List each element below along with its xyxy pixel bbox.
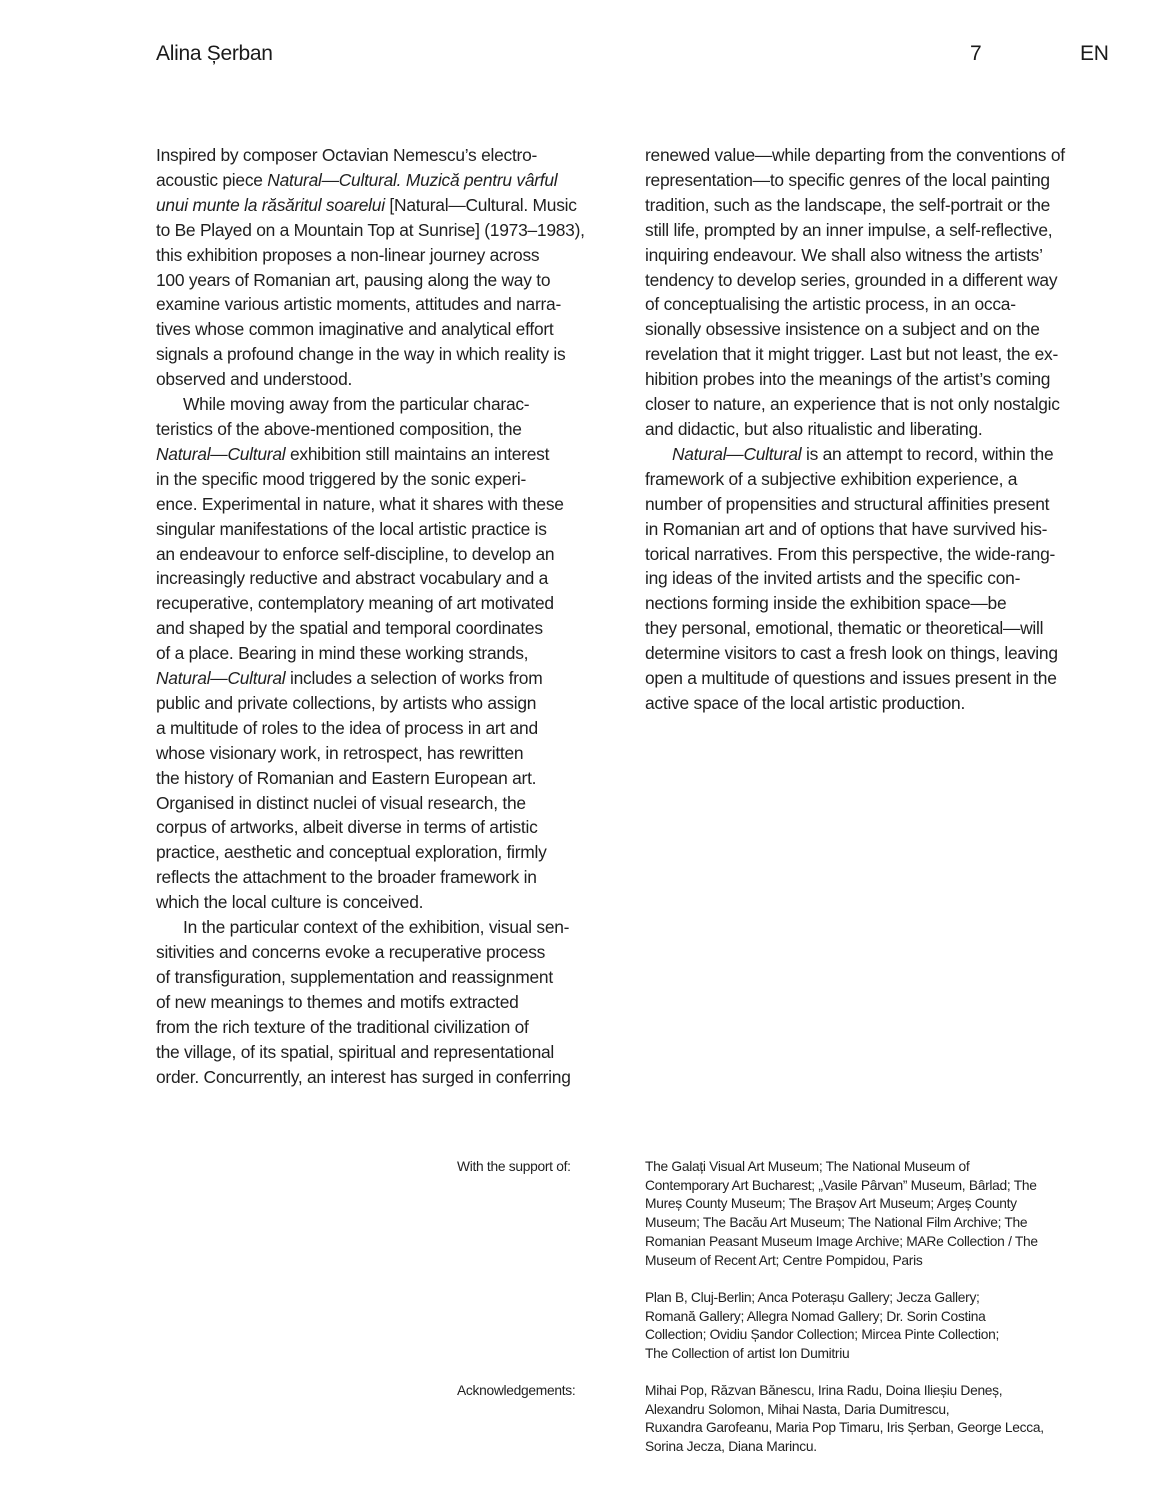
credit-line: Romană Gallery; Allegra Nomad Gallery; Dr. Sorin Costina — [645, 1308, 986, 1324]
text-line — [156, 417, 631, 442]
text-segment: corpus of artworks, albeit diverse in terms of artistic — [156, 817, 538, 838]
text-line — [156, 791, 631, 816]
text-segment: is an attempt to record, within the — [801, 443, 1054, 464]
text-line — [645, 417, 1115, 442]
credit-line: Mureș County Museum; The Brașov Art Museum; Argeș County — [645, 1196, 1017, 1212]
text-segment: ence. Experimental in nature, what it shares with these — [156, 493, 564, 514]
text-line — [156, 716, 631, 741]
text-segment: number of propensities and structural affinities present — [645, 493, 1050, 514]
text-line — [156, 1040, 631, 1065]
text-line — [645, 392, 1115, 417]
credit-line: The Collection of artist Ion Dumitriu — [645, 1346, 850, 1362]
text-segment: representation—to specific genres of the local painting — [645, 169, 1050, 190]
author-name: Alina Șerban — [156, 42, 273, 65]
text-segment: and didactic, but also ritualistic and liberating. — [645, 418, 983, 439]
text-line — [156, 666, 631, 691]
text-line — [156, 292, 631, 317]
text-segment: exhibition still maintains an interest — [285, 443, 550, 464]
text-line — [156, 691, 631, 716]
text-line — [645, 342, 1115, 367]
text-line — [645, 367, 1115, 392]
text-line — [156, 641, 631, 666]
text-segment: ing ideas of the invited artists and the specific con- — [645, 568, 1021, 589]
text-segment: increasingly reductive and abstract vocabulary and a — [156, 568, 549, 589]
italic-title-text: Natural—Cultural — [156, 668, 286, 689]
text-segment: and shaped by the spatial and temporal coordinates — [156, 618, 543, 639]
text-segment: open a multitude of questions and issues present in the — [645, 668, 1057, 689]
text-segment: reflects the attachment to the broader framework in — [156, 867, 537, 888]
text-line — [156, 815, 631, 840]
text-line — [156, 965, 631, 990]
text-segment: tradition, such as the landscape, the self-portrait or the — [645, 194, 1051, 215]
text-line — [645, 317, 1115, 342]
text-line — [156, 766, 631, 791]
text-segment: determine visitors to cast a fresh look on things, leaving — [645, 643, 1058, 664]
text-line — [156, 990, 631, 1015]
italic-title-text: Natural—Cultural — [672, 443, 802, 464]
credit-line: Mihai Pop, Răzvan Bănescu, Irina Radu, Doina Ilieșiu Deneș, — [645, 1383, 1003, 1398]
text-segment: signals a profound change in the way in which reality is — [156, 344, 566, 365]
support-museums-list — [645, 1158, 1115, 1270]
text-line — [156, 492, 631, 517]
text-line — [156, 467, 631, 492]
text-segment: While moving away from the particular charac- — [183, 394, 530, 415]
text-segment: they personal, emotional, thematic or theoretical—will — [645, 618, 1044, 639]
text-line — [645, 467, 1115, 492]
acknowledgements-list — [645, 1382, 1115, 1457]
text-segment: a multitude of roles to the idea of process in art and — [156, 717, 538, 738]
text-segment: renewed value—while departing from the conventions of — [645, 145, 1065, 165]
text-line — [156, 566, 631, 591]
text-segment: In the particular context of the exhibition, visual sen- — [183, 917, 570, 938]
text-segment: practice, aesthetic and conceptual exploration, firmly — [156, 842, 547, 863]
text-segment: revelation that it might trigger. Last but not least, the ex- — [645, 344, 1058, 365]
text-segment: the village, of its spatial, spiritual and representational — [156, 1041, 555, 1062]
credit-line: Collection; Ovidiu Șandor Collection; Mircea Pinte Collection; — [645, 1327, 1000, 1343]
text-segment: Inspired by composer Octavian Nemescu’s electro- — [156, 145, 538, 165]
text-line — [645, 243, 1115, 268]
text-segment: examine various artistic moments, attitudes and narra- — [156, 294, 562, 315]
page-number: 7 — [970, 42, 982, 65]
text-segment: teristics of the above-mentioned composition, the — [156, 418, 522, 439]
text-segment: still life, prompted by an inner impulse, a self-reflective, — [645, 219, 1053, 240]
text-line — [156, 143, 631, 168]
credit-line: Plan B, Cluj-Berlin; Anca Poterașu Gallery; Jecza Gallery; — [645, 1290, 980, 1305]
credit-line: The Galați Visual Art Museum; The National Museum of — [645, 1159, 970, 1174]
text-line — [645, 517, 1115, 542]
text-line — [156, 616, 631, 641]
text-line — [645, 666, 1115, 691]
text-line — [645, 566, 1115, 591]
acknowledgements-label: Acknowledgements: — [457, 1383, 576, 1398]
text-segment: this exhibition proposes a non-linear journey across — [156, 244, 540, 265]
text-segment: observed and understood. — [156, 369, 353, 390]
text-line — [156, 168, 631, 193]
text-line — [156, 367, 631, 392]
text-segment: closer to nature, an experience that is not only nostalgic — [645, 394, 1060, 415]
credit-line: Alexandru Solomon, Mihai Nasta, Daria Dumitrescu, — [645, 1401, 950, 1417]
text-segment: nections forming inside the exhibition space—be — [645, 593, 1007, 614]
text-line — [156, 1015, 631, 1040]
text-segment: torical narratives. From this perspective, the wide-rang- — [645, 543, 1056, 564]
credit-line: Sorina Jecza, Diana Marincu. — [645, 1439, 817, 1455]
text-segment: framework of a subjective exhibition experience, a — [645, 468, 1018, 489]
text-line — [156, 317, 631, 342]
credit-line: Romanian Peasant Museum Image Archive; MARe Collection / The — [645, 1233, 1038, 1249]
text-line — [156, 591, 631, 616]
text-segment: acoustic piece — [156, 169, 268, 190]
text-segment: an endeavour to enforce self-discipline, to develop an — [156, 543, 555, 564]
credit-line: Museum; The Bacău Art Museum; The National Film Archive; The — [645, 1215, 1028, 1231]
text-line — [156, 392, 631, 417]
text-line — [645, 268, 1115, 293]
text-segment: includes a selection of works from — [285, 668, 543, 689]
text-line — [645, 542, 1115, 567]
credit-line: Contemporary Art Bucharest; „Vasile Pârvan” Museum, Bârlad; The — [645, 1177, 1037, 1193]
text-segment: of transfiguration, supplementation and reassignment — [156, 966, 553, 987]
text-line — [645, 442, 1115, 467]
text-segment: hibition probes into the meanings of the artist’s coming — [645, 369, 1051, 390]
text-line — [156, 342, 631, 367]
text-line — [156, 865, 631, 890]
text-line — [645, 691, 1115, 716]
text-line — [156, 940, 631, 965]
text-line — [156, 1065, 631, 1090]
text-line — [156, 542, 631, 567]
text-segment: singular manifestations of the local artistic practice is — [156, 518, 547, 539]
text-segment: recuperative, contemplatory meaning of art motivated — [156, 593, 554, 614]
italic-title-text: Natural—Cultural. Muzică pentru vârful — [267, 169, 558, 190]
text-line — [156, 243, 631, 268]
italic-title-text: unui munte la răsăritul soarelui — [156, 194, 385, 215]
text-line — [156, 517, 631, 542]
text-segment: tives whose common imaginative and analytical effort — [156, 319, 554, 340]
text-line — [645, 168, 1115, 193]
body-column-left — [156, 143, 631, 1089]
credit-line: Museum of Recent Art; Centre Pompidou, Paris — [645, 1252, 923, 1268]
text-segment: order. Concurrently, an interest has surged in conferring — [156, 1066, 571, 1087]
text-segment: of new meanings to themes and motifs extracted — [156, 991, 519, 1012]
text-segment: of conceptualising the artistic process, in an occa- — [645, 294, 1016, 315]
text-line — [645, 143, 1115, 168]
text-line — [156, 741, 631, 766]
text-segment: inquiring endeavour. We shall also witness the artists’ — [645, 244, 1043, 265]
text-segment: tendency to develop series, grounded in a different way — [645, 269, 1058, 290]
text-segment: [Natural—Cultural. Music — [384, 194, 577, 215]
text-segment: to Be Played on a Mountain Top at Sunrise] (1973–1983), — [156, 219, 585, 240]
text-segment: of a place. Bearing in mind these working strands, — [156, 643, 529, 664]
text-line — [156, 890, 631, 915]
text-line — [645, 218, 1115, 243]
text-segment: which the local culture is conceived. — [156, 892, 424, 913]
text-line — [156, 915, 631, 940]
text-segment: public and private collections, by artists who assign — [156, 692, 537, 713]
text-segment: whose visionary work, in retrospect, has rewritten — [156, 742, 524, 763]
text-segment: in Romanian art and of options that have survived his- — [645, 518, 1048, 539]
text-line — [156, 268, 631, 293]
text-line — [156, 840, 631, 865]
support-label: With the support of: — [457, 1159, 571, 1174]
text-segment: in the specific mood triggered by the sonic experi- — [156, 468, 527, 489]
text-line — [645, 492, 1115, 517]
language-code: EN — [1080, 42, 1109, 65]
text-line — [645, 591, 1115, 616]
italic-title-text: Natural—Cultural — [156, 443, 286, 464]
text-segment: sionally obsessive insistence on a subject and on the — [645, 319, 1040, 340]
credit-line: Ruxandra Garofeanu, Maria Pop Timaru, Iris Șerban, George Lecca, — [645, 1420, 1044, 1436]
text-line — [645, 616, 1115, 641]
text-line — [645, 193, 1115, 218]
text-segment: 100 years of Romanian art, pausing along the way to — [156, 269, 551, 290]
text-line — [645, 641, 1115, 666]
text-line — [156, 193, 631, 218]
text-line — [156, 218, 631, 243]
text-segment: active space of the local artistic production. — [645, 692, 966, 713]
text-line — [156, 442, 631, 467]
text-segment: the history of Romanian and Eastern European art. — [156, 767, 537, 788]
body-column-right — [645, 143, 1115, 716]
text-segment: Organised in distinct nuclei of visual research, the — [156, 792, 526, 813]
text-line — [645, 292, 1115, 317]
support-private-list — [645, 1289, 1115, 1364]
text-segment: sitivities and concerns evoke a recuperative process — [156, 942, 546, 962]
text-segment: from the rich texture of the traditional civilization of — [156, 1016, 529, 1037]
